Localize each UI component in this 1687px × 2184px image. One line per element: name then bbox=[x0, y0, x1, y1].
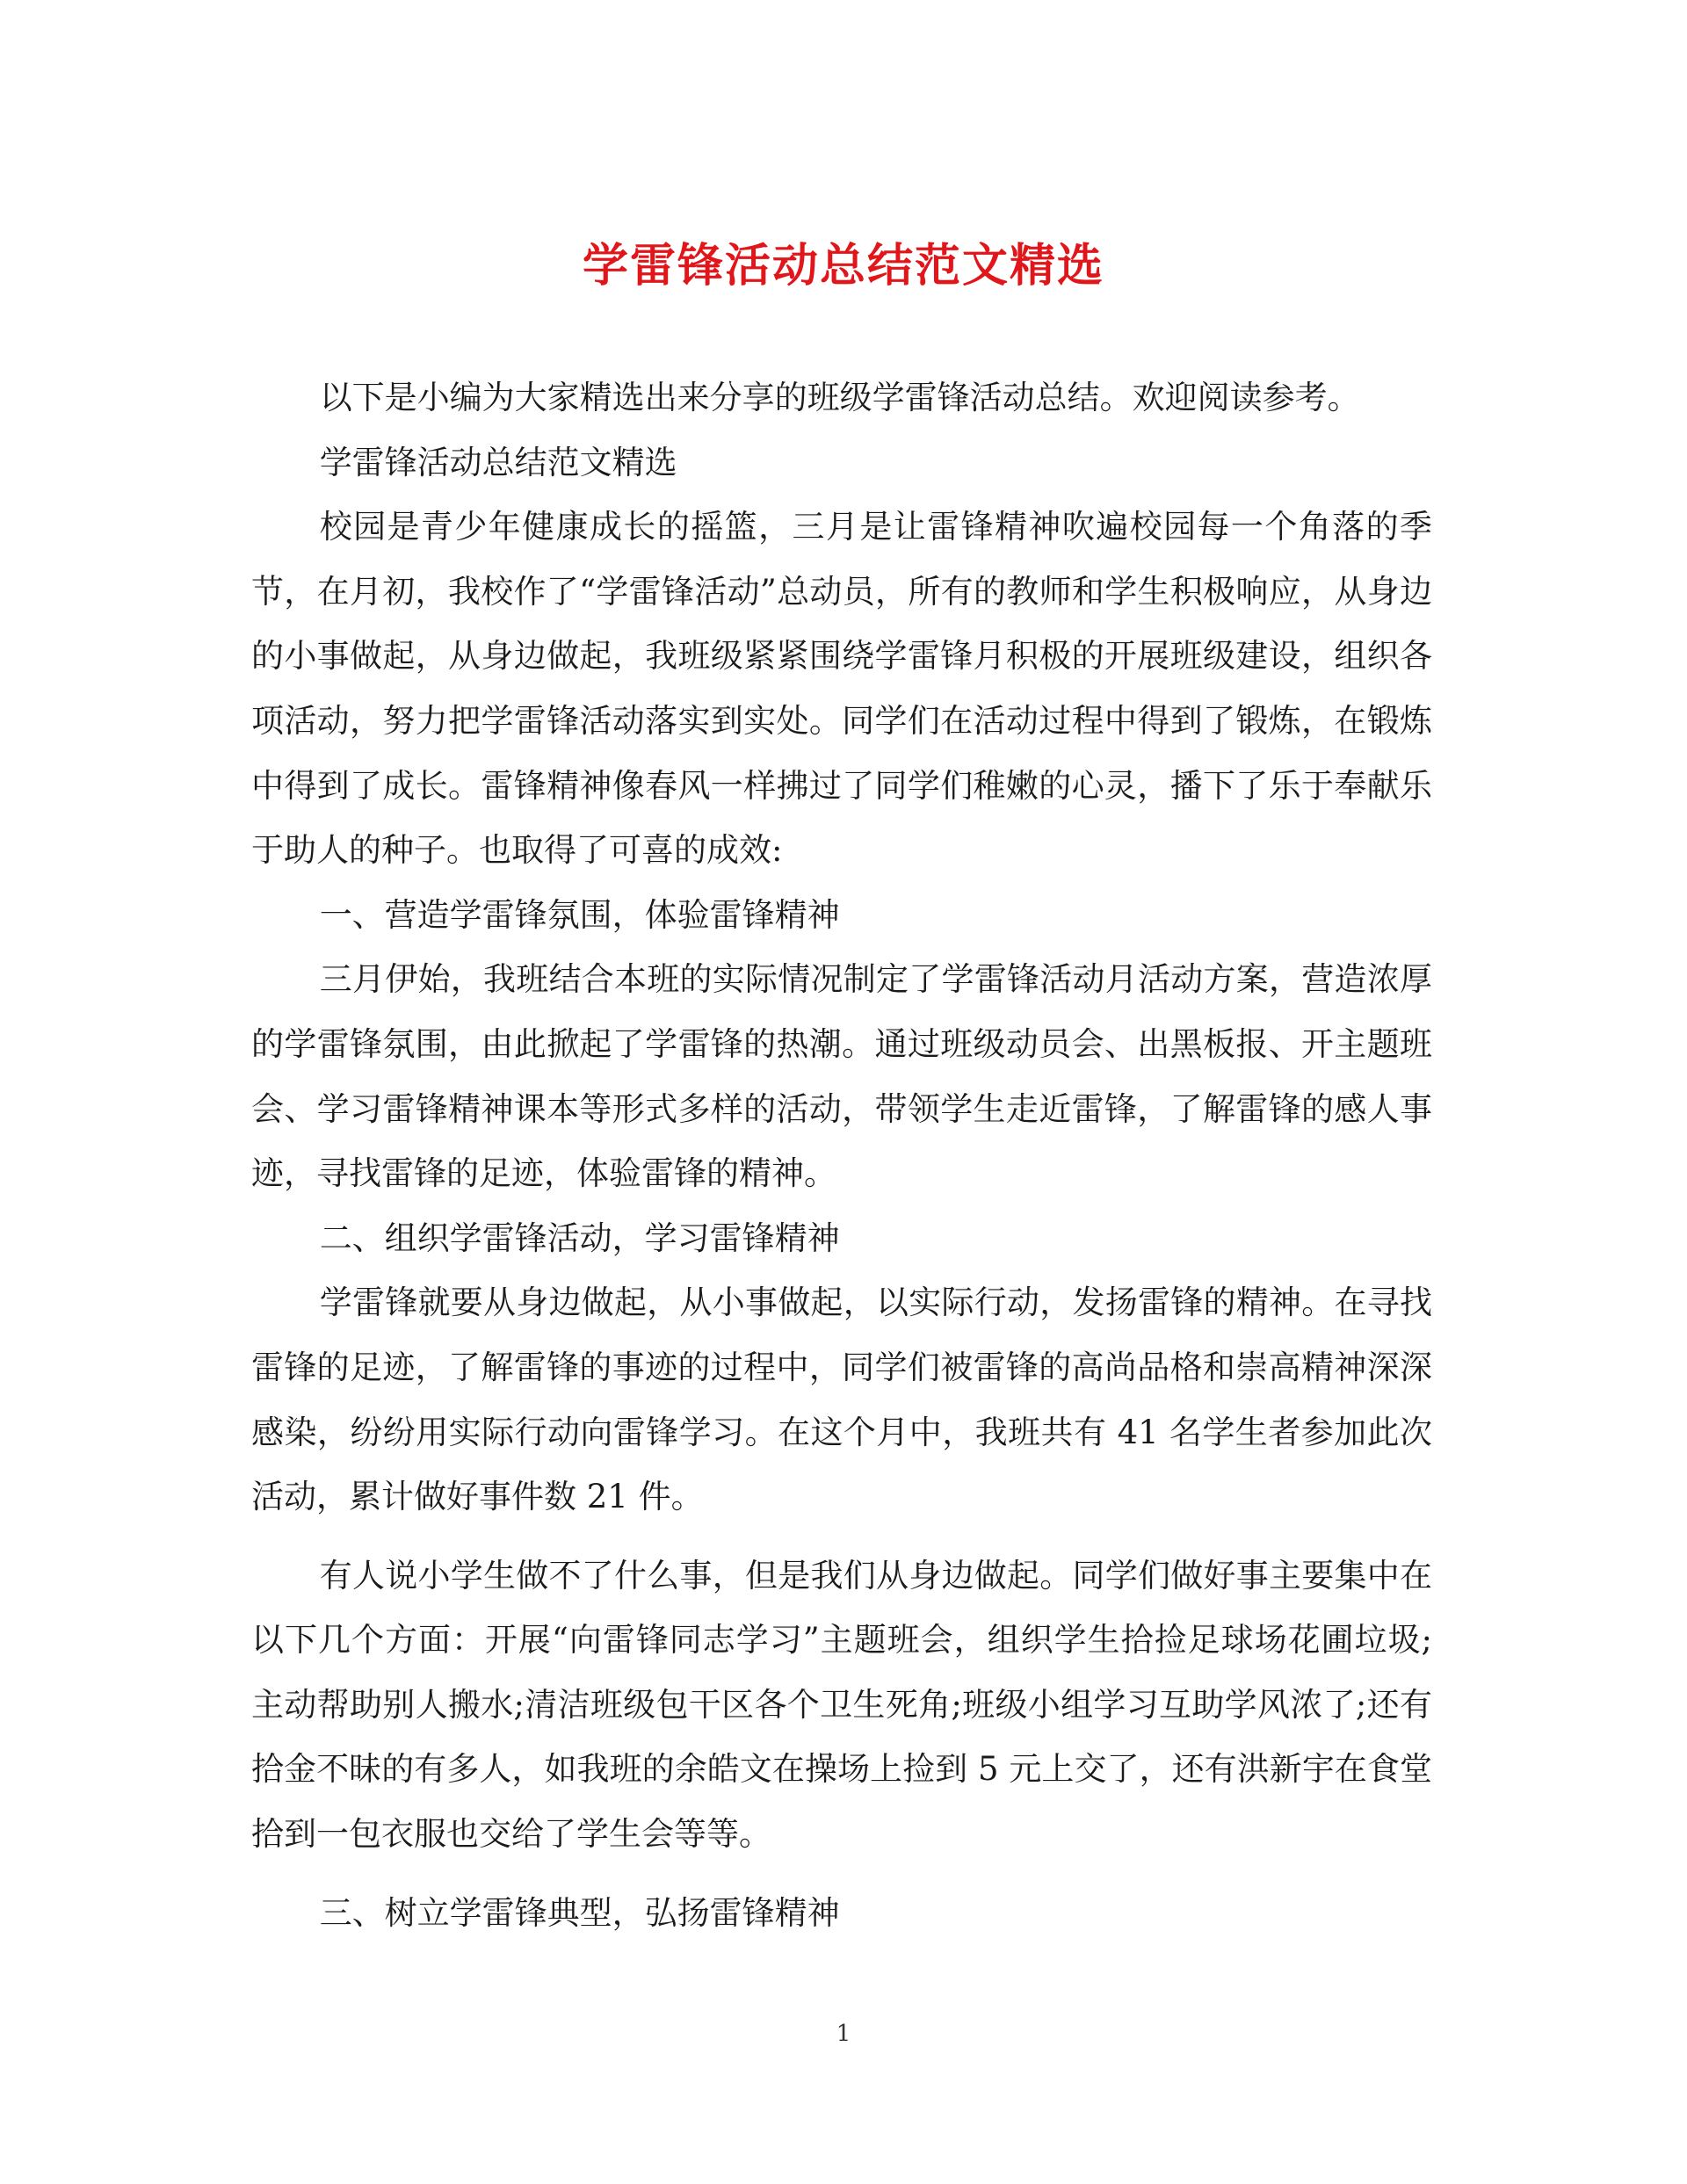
paragraph-overview: 校园是青少年健康成长的摇篮，三月是让雷锋精神吹遍校园每一个角落的季节，在月初，我校作了“学雷锋活动”总动员，所有的教师和学生积极响应，从身边的小事做起，从身边做起，我班级紧紧围绕学雷锋月积极的开展班级建设，组织各项活动，努力把学雷锋活动落实到实处。同学们在活动过程中得到了锻炼，在锻炼中得到了成长。雷锋精神像春风一样拂过了同学们稚嫩的心灵，播下了乐于奉献乐于助人的种子。也取得了可喜的成效: bbox=[251, 508, 1432, 870]
paragraph-section-2-details: 有人说小学生做不了什么事，但是我们从身边做起。同学们做好事主要集中在以下几个方面：开展“向雷锋同志学习”主题班会，组织学生拾捡足球场花圃垃圾;主动帮助别人搬水;清洁班级包干区各个卫生死角;班级小组学习互助学风浓了;还有拾金不昧的有多人，如我班的余皓文在操场上捡到 5 元上交了，还有洪新宇在食堂拾到一包衣服也交给了学生会等等。 bbox=[251, 1556, 1432, 1854]
section-heading-1: 一、营造学雷锋氛围，体验雷锋精神 bbox=[319, 895, 840, 934]
section-heading-3: 三、树立学雷锋典型，弘扬雷锋精神 bbox=[319, 1893, 840, 1932]
document-body bbox=[251, 365, 1432, 1945]
paragraph-section-1: 三月伊始，我班结合本班的实际情况制定了学雷锋活动月活动方案，营造浓厚的学雷锋氛围，由此掀起了学雷锋的热潮。通过班级动员会、出黑板报、开主题班会、学习雷锋精神课本等形式多样的活动，带领学生走近雷锋，了解雷锋的感人事迹，寻找雷锋的足迹，体验雷锋的精神。 bbox=[251, 960, 1432, 1193]
document-title: 学雷锋活动总结范文精选 bbox=[582, 239, 1104, 293]
paragraph-intro: 以下是小编为大家精选出来分享的班级学雷锋活动总结。欢迎阅读参考。 bbox=[319, 379, 1360, 416]
paragraph-subtitle: 学雷锋活动总结范文精选 bbox=[319, 443, 677, 481]
paragraph-section-2: 学雷锋就要从身边做起，从小事做起，以实际行动，发扬雷锋的精神。在寻找雷锋的足迹，了解雷锋的事迹的过程中，同学们被雷锋的高尚品格和崇高精神深深感染，纷纷用实际行动向雷锋学习。在这个月中，我班共有 41 名学生者参加此次活动，累计做好事件数 21 件。 bbox=[251, 1284, 1432, 1516]
page-number: 1 bbox=[836, 2021, 851, 2047]
section-heading-2: 二、组织学雷锋活动，学习雷锋精神 bbox=[319, 1219, 840, 1257]
